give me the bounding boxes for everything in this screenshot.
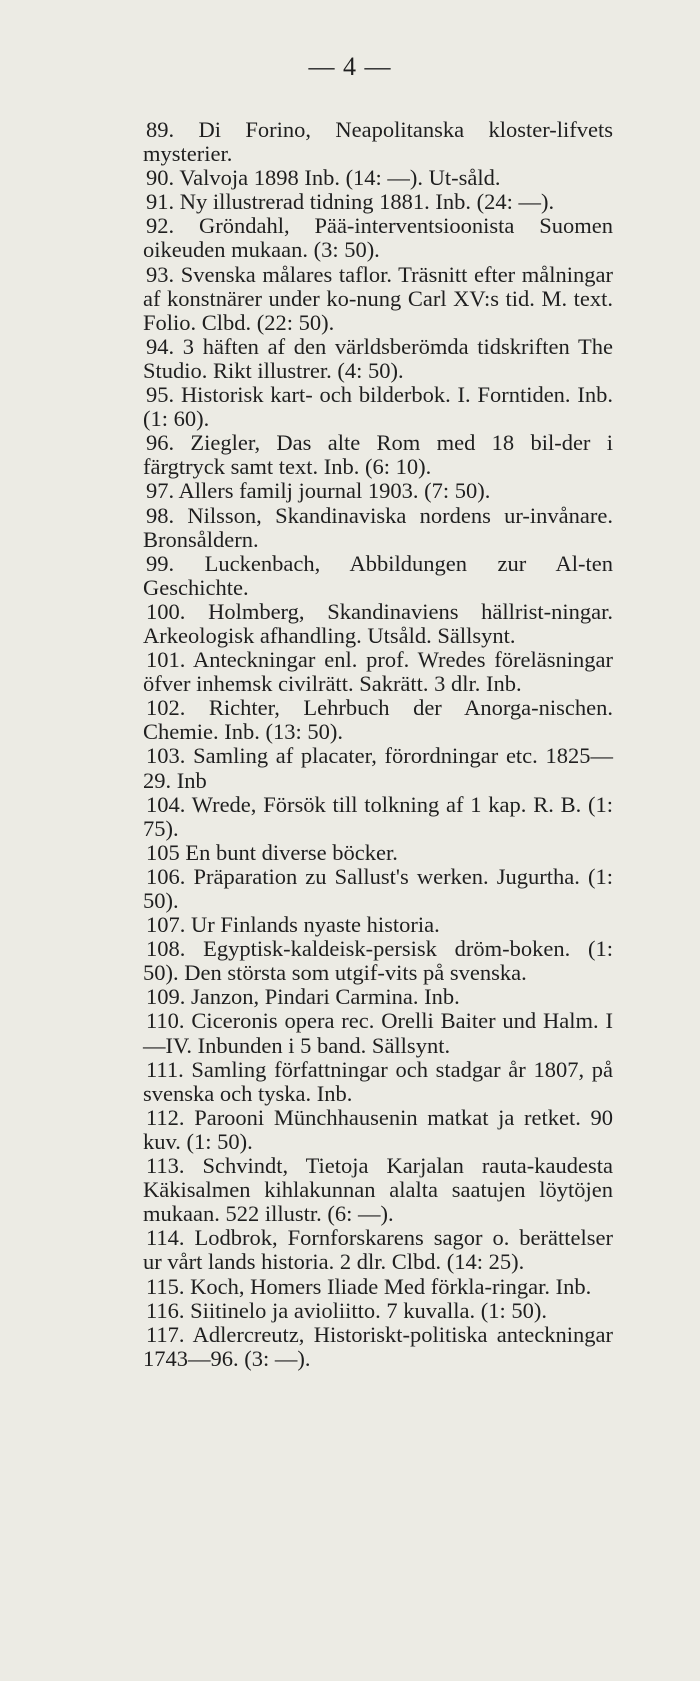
catalog-entry-90: 90. Valvoja 1898 Inb. (14: —). Ut-såld. — [146, 165, 501, 191]
catalog-entry-112: 112. Parooni Münchhausenin matkat ja retket. 90 kuv. (1: 50). — [143, 1104, 613, 1154]
catalog-entry-98: 98. Nilsson, Skandinaviska nordens ur-invånare. Bronsåldern. — [143, 502, 613, 552]
catalog-entry-115: 115. Koch, Homers Iliade Med förkla-ringar. Inb. — [146, 1273, 592, 1299]
catalog-entry-89: 89. Di Forino, Neapolitanska kloster-lifvets mysterier. — [143, 117, 613, 167]
catalog-entry-99: 99. Luckenbach, Abbildungen zur Al-ten Geschichte. — [143, 550, 613, 600]
catalog-entry-92: 92. Gröndahl, Pää-interventsioonista Suomen oikeuden mukaan. (3: 50). — [143, 213, 613, 263]
catalog-entry-110: 110. Ciceronis opera rec. Orelli Baiter und Halm. I—IV. Inbunden i 5 band. Sällsynt. — [143, 1008, 613, 1058]
catalog-entry-111: 111. Samling författningar och stadgar år 1807, på svenska och tyska. Inb. — [143, 1056, 613, 1106]
catalog-entry-102: 102. Richter, Lehrbuch der Anorga-nischen. Chemie. Inb. (13: 50). — [143, 695, 613, 745]
catalog-entry-103: 103. Samling af placater, förordningar etc. 1825—29. Inb — [143, 743, 613, 793]
catalog-entry-117: 117. Adlercreutz, Historiskt-politiska anteckningar 1743—96. (3: —). — [143, 1321, 613, 1371]
catalog-entry-104: 104. Wrede, Försök till tolkning af 1 kap. R. B. (1: 75). — [143, 791, 613, 841]
page-number: — 4 — — [308, 52, 392, 81]
catalog-entry-101: 101. Anteckningar enl. prof. Wredes föreläsningar öfver inhemsk civilrätt. Sakrätt. 3 dlr. Inb. — [143, 647, 613, 697]
catalog-entry-96: 96. Ziegler, Das alte Rom med 18 bil-der i färgtryck samt text. Inb. (6: 10). — [143, 430, 613, 480]
catalog-entry-94: 94. 3 häften af den världsberömda tidskriften The Studio. Rikt illustrer. (4: 50). — [143, 333, 613, 383]
catalog-entry-97: 97. Allers familj journal 1903. (7: 50). — [146, 478, 491, 504]
catalog-entry-93: 93. Svenska målares taflor. Träsnitt efter målningar af konstnärer under ko-nung Carl XV:s tid. M. text. Folio. Clbd. (22: 50). — [143, 261, 613, 335]
catalog-entry-113: 113. Schvindt, Tietoja Karjalan rauta-kaudesta Käkisalmen kihlakunnan alalta saatujen löytöjen mukaan. 522 illustr. (6: —). — [143, 1153, 613, 1227]
catalog-entry-100: 100. Holmberg, Skandinaviens hällrist-ningar. Arkeologisk afhandling. Utsåld. Sällsynt. — [143, 598, 613, 648]
catalog-entry-91: 91. Ny illustrerad tidning 1881. Inb. (24: —). — [146, 189, 555, 215]
catalog-entry-105: 105 En bunt diverse böcker. — [146, 839, 398, 865]
catalog-entry-95: 95. Historisk kart- och bilderbok. I. Forntiden. Inb. (1: 60). — [143, 382, 613, 432]
catalog-entry-114: 114. Lodbrok, Fornforskarens sagor o. berättelser ur vårt lands historia. 2 dlr. Clbd. (14: 25). — [143, 1225, 613, 1275]
catalog-list — [143, 118, 613, 1371]
catalog-entry-107: 107. Ur Finlands nyaste historia. — [146, 912, 440, 938]
catalog-entry-106: 106. Präparation zu Sallust's werken. Jugurtha. (1: 50). — [143, 863, 613, 913]
catalog-entry-116: 116. Siitinelo ja avioliitto. 7 kuvalla. (1: 50). — [146, 1297, 547, 1323]
catalog-entry-109: 109. Janzon, Pindari Carmina. Inb. — [146, 984, 460, 1010]
catalog-entry-108: 108. Egyptisk-kaldeisk-persisk dröm-boken. (1: 50). Den största som utgif-vits på svenska. — [143, 936, 613, 986]
